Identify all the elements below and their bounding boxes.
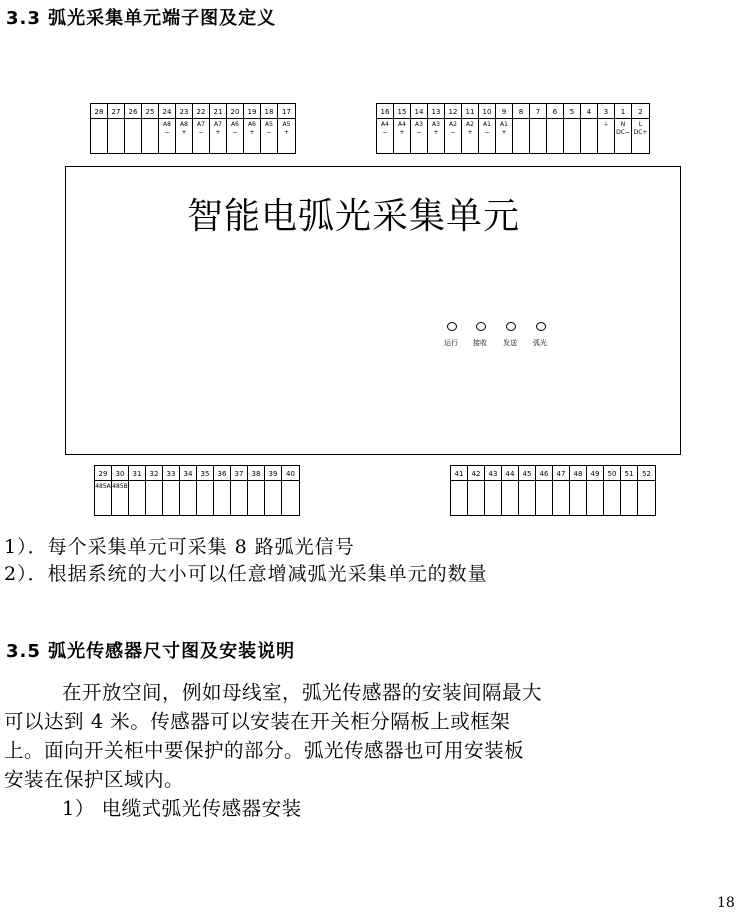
- terminal-number: 17: [282, 108, 291, 116]
- led-label-receive: 接收: [473, 339, 487, 347]
- terminal-6: [547, 104, 564, 153]
- paragraph-line-3: 上。面向开关柜中要保护的部分。弧光传感器也可用安装板: [4, 739, 525, 762]
- terminal-number: 6: [552, 108, 558, 116]
- terminal-number: 18: [264, 108, 274, 116]
- item-1-cable-sensor: 1） 电缆式弧光传感器安装: [62, 797, 302, 820]
- terminal-43: [485, 466, 502, 515]
- terminal-label: A2 −: [449, 121, 457, 136]
- terminal-number: 39: [268, 470, 278, 478]
- terminal-number: 24: [162, 108, 172, 116]
- section-3-5-title: 3.5 弧光传感器尺寸图及安装说明: [6, 641, 296, 662]
- terminal-label: N DC−: [616, 121, 630, 136]
- terminal-49: [587, 466, 604, 515]
- terminal-46: [536, 466, 553, 515]
- terminal-number: 35: [200, 470, 210, 478]
- terminal-label: A8 +: [180, 121, 188, 136]
- terminal-number: 22: [196, 108, 206, 116]
- terminal-number: 32: [149, 470, 159, 478]
- terminal-label: L DC+: [633, 121, 648, 136]
- led-receive-icon: [476, 322, 486, 331]
- terminal-29: [95, 466, 112, 515]
- terminal-17: [278, 104, 295, 153]
- terminal-number: 3: [603, 108, 609, 116]
- terminal-number: 49: [590, 470, 600, 478]
- terminal-label: A7 −: [197, 121, 205, 136]
- terminal-number: 1: [620, 108, 626, 116]
- terminal-45: [519, 466, 536, 515]
- terminal-51: [621, 466, 638, 515]
- terminal-number: 27: [111, 108, 121, 116]
- terminal-number: 2: [638, 108, 643, 116]
- paragraph-line-4: 安装在保护区域内。: [4, 768, 185, 791]
- terminal-19: [244, 104, 261, 153]
- led-run-icon: [447, 322, 457, 331]
- terminal-number: 45: [522, 470, 532, 478]
- bottom-left-terminal-block: [94, 465, 300, 516]
- terminal-number: 33: [166, 470, 176, 478]
- terminal-24: [159, 104, 176, 153]
- bottom-right-terminal-block: [450, 465, 656, 516]
- terminal-number: 42: [471, 470, 481, 478]
- terminal-number: 52: [642, 470, 651, 478]
- terminal-4: [581, 104, 598, 153]
- terminal-number: 25: [145, 108, 155, 116]
- terminal-23: [176, 104, 193, 153]
- terminal-number: 36: [217, 470, 227, 478]
- terminal-37: [231, 466, 248, 515]
- terminal-34: [180, 466, 197, 515]
- terminal-32: [146, 466, 163, 515]
- terminal-number: 11: [465, 108, 475, 116]
- terminal-label: A5 +: [282, 121, 291, 136]
- terminal-label: A5 −: [265, 121, 273, 136]
- terminal-52: [638, 466, 655, 515]
- terminal-number: 47: [556, 470, 566, 478]
- top-left-terminal-block: [90, 103, 296, 154]
- terminal-number: 13: [431, 108, 441, 116]
- terminal-27: [108, 104, 125, 153]
- note-1: 1）．每个采集单元可采集 8 路弧光信号: [4, 536, 355, 558]
- terminal-44: [502, 466, 519, 515]
- terminal-18: [261, 104, 278, 153]
- terminal-number: 12: [448, 108, 458, 116]
- terminal-label: A3 −: [415, 121, 423, 136]
- terminal-label: A1 +: [500, 121, 508, 136]
- terminal-label: 485B: [112, 483, 128, 490]
- terminal-20: [227, 104, 244, 153]
- terminal-number: 50: [607, 470, 617, 478]
- terminal-number: 41: [454, 470, 464, 478]
- terminal-number: 5: [569, 108, 575, 116]
- terminal-25: [142, 104, 159, 153]
- terminal-39: [265, 466, 282, 515]
- terminal-1: [615, 104, 632, 153]
- terminal-number: 40: [286, 470, 295, 478]
- led-label-send: 发送: [503, 339, 517, 347]
- terminal-number: 15: [397, 108, 407, 116]
- terminal-31: [129, 466, 146, 515]
- terminal-2: [632, 104, 649, 153]
- terminal-number: 51: [624, 470, 634, 478]
- terminal-label: A8 −: [163, 121, 171, 136]
- terminal-number: 23: [179, 108, 189, 116]
- terminal-33: [163, 466, 180, 515]
- terminal-number: 44: [505, 470, 515, 478]
- terminal-28: [91, 104, 108, 153]
- page-number: 18: [717, 895, 735, 911]
- terminal-number: 48: [573, 470, 583, 478]
- terminal-11: [462, 104, 479, 153]
- terminal-5: [564, 104, 581, 153]
- note-2: 2）．根据系统的大小可以任意增减弧光采集单元的数量: [4, 563, 488, 585]
- terminal-8: [513, 104, 530, 153]
- terminal-number: 30: [115, 470, 125, 478]
- terminal-number: 21: [213, 108, 223, 116]
- terminal-number: 20: [230, 108, 240, 116]
- terminal-number: 46: [539, 470, 549, 478]
- terminal-number: 34: [183, 470, 193, 478]
- terminal-35: [197, 466, 214, 515]
- terminal-number: 31: [132, 470, 142, 478]
- terminal-16: [377, 104, 394, 153]
- terminal-label: A7 +: [214, 121, 222, 136]
- terminal-number: 7: [535, 108, 541, 116]
- terminal-number: 28: [94, 108, 104, 116]
- terminal-7: [530, 104, 547, 153]
- terminal-number: 37: [234, 470, 244, 478]
- terminal-21: [210, 104, 227, 153]
- terminal-41: [451, 466, 468, 515]
- terminal-47: [553, 466, 570, 515]
- terminal-label: A4 −: [381, 121, 389, 136]
- terminal-13: [428, 104, 445, 153]
- terminal-label: A1 −: [483, 121, 491, 136]
- terminal-label: ⏚: [602, 121, 609, 128]
- terminal-22: [193, 104, 210, 153]
- terminal-number: 10: [482, 108, 492, 116]
- terminal-number: 8: [518, 108, 524, 116]
- terminal-number: 19: [247, 108, 257, 116]
- led-send-icon: [506, 322, 516, 331]
- terminal-number: 43: [488, 470, 498, 478]
- terminal-26: [125, 104, 142, 153]
- led-label-arc: 弧光: [533, 339, 547, 347]
- terminal-36: [214, 466, 231, 515]
- section-3-3-title: 3.3 弧光采集单元端子图及定义: [6, 8, 277, 29]
- terminal-number: 9: [501, 108, 507, 116]
- terminal-15: [394, 104, 411, 153]
- terminal-number: 38: [251, 470, 261, 478]
- terminal-38: [248, 466, 265, 515]
- led-label-run: 运行: [444, 339, 458, 347]
- terminal-48: [570, 466, 587, 515]
- terminal-40: [282, 466, 299, 515]
- terminal-number: 29: [98, 470, 108, 478]
- terminal-label: A4 +: [398, 121, 406, 136]
- terminal-number: 4: [586, 108, 592, 116]
- terminal-10: [479, 104, 496, 153]
- top-right-terminal-block: [376, 103, 650, 154]
- led-arc-icon: [536, 322, 546, 331]
- terminal-number: 16: [380, 108, 390, 116]
- terminal-label: 485A: [95, 483, 111, 490]
- terminal-9: [496, 104, 513, 153]
- unit-title: 智能电弧光采集单元: [187, 196, 521, 237]
- terminal-number: 26: [128, 108, 138, 116]
- paragraph-line-2: 可以达到 4 米。传感器可以安装在开关柜分隔板上或框架: [4, 710, 511, 733]
- terminal-30: [112, 466, 129, 515]
- terminal-label: A3 +: [432, 121, 440, 136]
- terminal-42: [468, 466, 485, 515]
- terminal-3: [598, 104, 615, 153]
- terminal-label: A6 +: [248, 121, 256, 136]
- terminal-50: [604, 466, 621, 515]
- terminal-number: 14: [414, 108, 424, 116]
- terminal-14: [411, 104, 428, 153]
- terminal-label: A2 +: [466, 121, 474, 136]
- terminal-label: A6 −: [231, 121, 239, 136]
- paragraph-line-1: 在开放空间，例如母线室，弧光传感器的安装间隔最大: [62, 681, 543, 704]
- terminal-12: [445, 104, 462, 153]
